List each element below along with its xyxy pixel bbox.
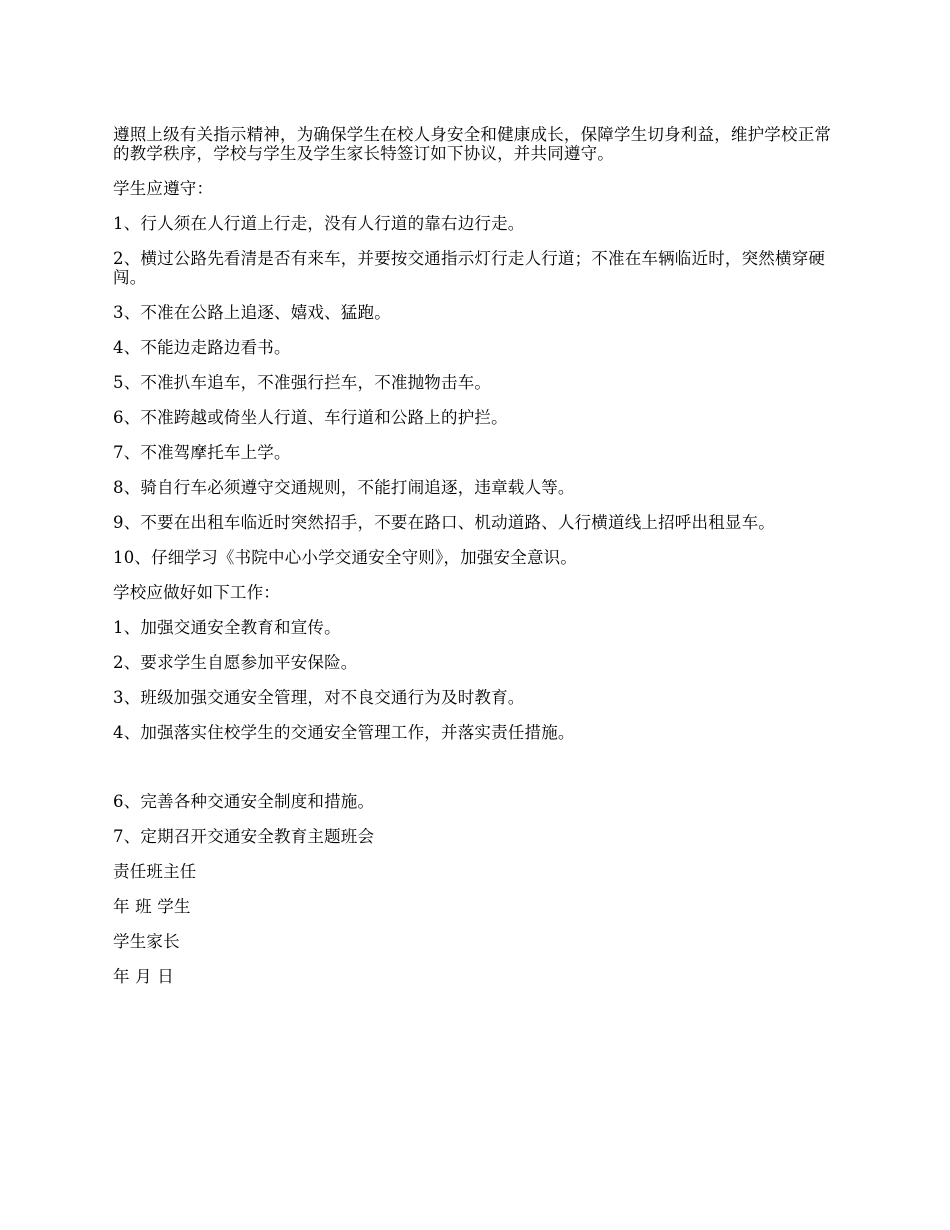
- signature-parent: 学生家长: [113, 932, 180, 951]
- student-rule-3: 3、不准在公路上追逐、嬉戏、猛跑。: [113, 303, 391, 322]
- student-rule-7: 7、不准驾摩托车上学。: [113, 443, 291, 462]
- student-rule-2: 2、横过公路先看清是否有来车，并要按交通指示灯行走人行道；不准在车辆临近时，突然横穿硬闯。: [113, 249, 826, 287]
- student-rule-6: 6、不准跨越或倚坐人行道、车行道和公路上的护拦。: [113, 408, 508, 427]
- blank-gap: [113, 758, 843, 792]
- student-rule-10: 10、仔细学习《书院中心小学交通安全守则》，加强安全意识。: [113, 548, 578, 567]
- section-heading-school: 学校应做好如下工作：: [113, 583, 280, 602]
- school-duty-4: 4、加强落实住校学生的交通安全管理工作，并落实责任措施。: [113, 723, 575, 742]
- student-rule-1: 1、行人须在人行道上行走，没有人行道的靠右边行走。: [113, 214, 525, 233]
- school-duty-7: 7、定期召开交通安全教育主题班会: [113, 827, 375, 846]
- school-duty-1: 1、加强交通安全教育和宣传。: [113, 618, 341, 637]
- section-heading-student: 学生应遵守：: [113, 179, 214, 198]
- student-rule-5: 5、不准扒车追车，不准强行拦车，不准抛物击车。: [113, 373, 492, 392]
- signature-head-teacher: 责任班主任: [113, 862, 197, 881]
- student-rule-4: 4、不能边走路边看书。: [113, 338, 291, 357]
- school-duty-2: 2、要求学生自愿参加平安保险。: [113, 653, 358, 672]
- school-duty-3: 3、班级加强交通安全管理，对不良交通行为及时教育。: [113, 688, 525, 707]
- document-body: [113, 125, 843, 1002]
- student-rule-9: 9、不要在出租车临近时突然招手，不要在路口、机动道路、人行横道线上招呼出租显车。: [113, 513, 775, 532]
- intro-paragraph: 遵照上级有关指示精神，为确保学生在校人身安全和健康成长，保障学生切身利益，维护学校正常的教学秩序，学校与学生及学生家长特签订如下协议，并共同遵守。: [113, 125, 832, 163]
- signature-date: 年 月 日: [113, 967, 174, 986]
- student-rule-8: 8、骑自行车必须遵守交通规则，不能打闹追逐，违章载人等。: [113, 478, 575, 497]
- signature-class-student: 年 班 学生: [113, 897, 191, 916]
- school-duty-6: 6、完善各种交通安全制度和措施。: [113, 792, 375, 811]
